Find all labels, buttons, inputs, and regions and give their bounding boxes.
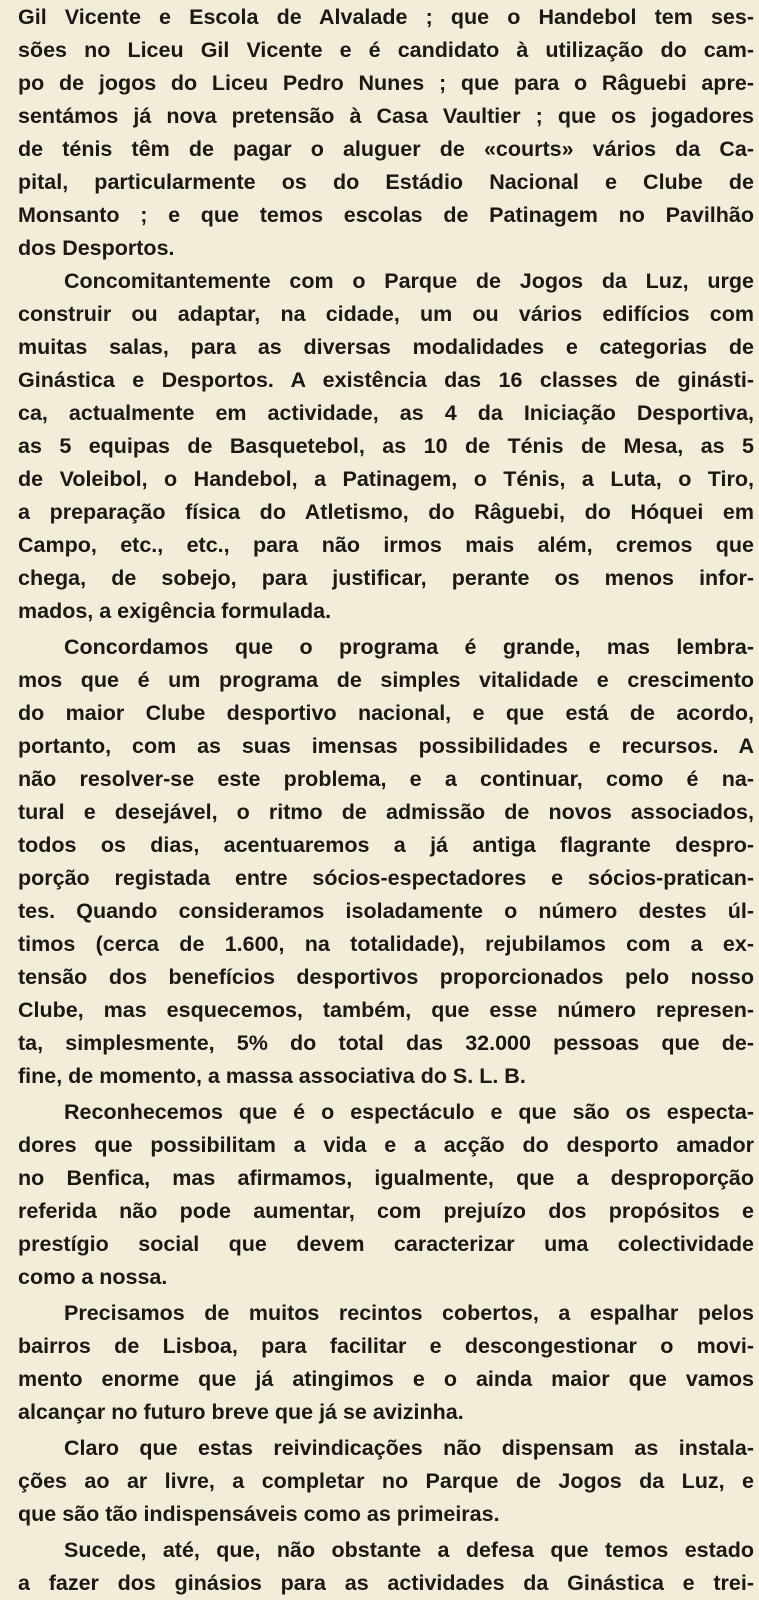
text-line: tes. Quando consideramos isoladamente o número destes úl- — [18, 899, 754, 923]
text-line: Claro que estas reivindicações não dispensam as instala- — [64, 1436, 754, 1460]
text-line: ta, simplesmente, 5% do total das 32.000 pessoas que de- — [18, 1031, 754, 1055]
text-line: Reconhecemos que é o espectáculo e que são os especta- — [64, 1100, 754, 1124]
text-line: a fazer dos ginásios para as actividades da Ginástica e trei- — [18, 1571, 754, 1595]
text-line: de ténis têm de pagar o aluguer de «courts» vários da Ca- — [18, 137, 754, 161]
text-line: Sucede, até, que, não obstante a defesa que temos estado — [64, 1538, 754, 1562]
text-line: dores que possibilitam a vida e a acção do desporto amador — [18, 1133, 754, 1157]
text-line: mento enorme que já atingimos e o ainda maior que vamos — [18, 1367, 754, 1391]
text-line: de Voleibol, o Handebol, a Patinagem, o Ténis, a Luta, o Tiro, — [18, 467, 754, 491]
text-line: referida não pode aumentar, com prejuízo dos propósitos e — [18, 1199, 754, 1223]
text-line: ca, actualmente em actividade, as 4 da Iniciação Desportiva, — [18, 401, 754, 425]
text-line: mos que é um programa de simples vitalidade e crescimento — [18, 668, 754, 692]
text-line: bairros de Lisboa, para facilitar e descongestionar o movi- — [18, 1334, 754, 1358]
text-line: não resolver-se este problema, e a continuar, como é na- — [18, 767, 754, 791]
text-line: sentámos já nova pretensão à Casa Vaultier ; que os jogadores — [18, 104, 754, 128]
text-line: fine, de momento, a massa associativa do S. L. B. — [18, 1064, 526, 1088]
text-line: Gil Vicente e Escola de Alvalade ; que o Handebol tem ses- — [18, 5, 754, 29]
text-line: todos os dias, acentuaremos a já antiga flagrante despro- — [18, 833, 754, 857]
text-line: timos (cerca de 1.600, na totalidade), rejubilamos com a ex- — [18, 932, 754, 956]
text-line: Clube, mas esquecemos, também, que esse número represen- — [18, 998, 754, 1022]
text-line: alcançar no futuro breve que já se avizinha. — [18, 1400, 464, 1424]
text-line: tensão dos benefícios desportivos proporcionados pelo nosso — [18, 965, 754, 989]
text-line: no Benfica, mas afirmamos, igualmente, que a desproporção — [18, 1166, 754, 1190]
text-line: do maior Clube desportivo nacional, e que está de acordo, — [18, 701, 754, 725]
text-line: prestígio social que devem caracterizar uma colectividade — [18, 1232, 754, 1256]
text-line: chega, de sobejo, para justificar, perante os menos infor- — [18, 566, 754, 590]
text-line: Precisamos de muitos recintos cobertos, a espalhar pelos — [64, 1301, 754, 1325]
text-line: construir ou adaptar, na cidade, um ou vários edifícios com — [18, 302, 754, 326]
text-line: a preparação física do Atletismo, do Râguebi, do Hóquei em — [18, 500, 754, 524]
text-line: portanto, com as suas imensas possibilidades e recursos. A — [18, 734, 754, 758]
text-line: pital, particularmente os do Estádio Nacional e Clube de — [18, 170, 754, 194]
text-line: Campo, etc., etc., para não irmos mais além, cremos que — [18, 533, 754, 557]
text-line: muitas salas, para as diversas modalidades e categorias de — [18, 335, 754, 359]
text-line: po de jogos do Liceu Pedro Nunes ; que para o Râguebi apre- — [18, 71, 754, 95]
text-line: ções ao ar livre, a completar no Parque de Jogos da Luz, e — [18, 1469, 754, 1493]
text-line: como a nossa. — [18, 1265, 168, 1289]
text-line: porção registada entre sócios-espectadores e sócios-pratican- — [18, 866, 754, 890]
text-line: mados, a exigência formulada. — [18, 599, 332, 623]
text-line: que são tão indispensáveis como as primeiras. — [18, 1502, 500, 1526]
text-line: sões no Liceu Gil Vicente e é candidato à utilização do cam- — [18, 38, 754, 62]
text-line: Concomitantemente com o Parque de Jogos da Luz, urge — [64, 269, 754, 293]
text-line: tural e desejável, o ritmo de admissão de novos associados, — [18, 800, 754, 824]
text-line: Ginástica e Desportos. A existência das 16 classes de ginásti- — [18, 368, 754, 392]
text-line: Monsanto ; e que temos escolas de Patinagem no Pavilhão — [18, 203, 754, 227]
text-line: Concordamos que o programa é grande, mas lembra- — [64, 635, 754, 659]
text-line: as 5 equipas de Basquetebol, as 10 de Ténis de Mesa, as 5 — [18, 434, 754, 458]
text-line: dos Desportos. — [18, 236, 175, 260]
